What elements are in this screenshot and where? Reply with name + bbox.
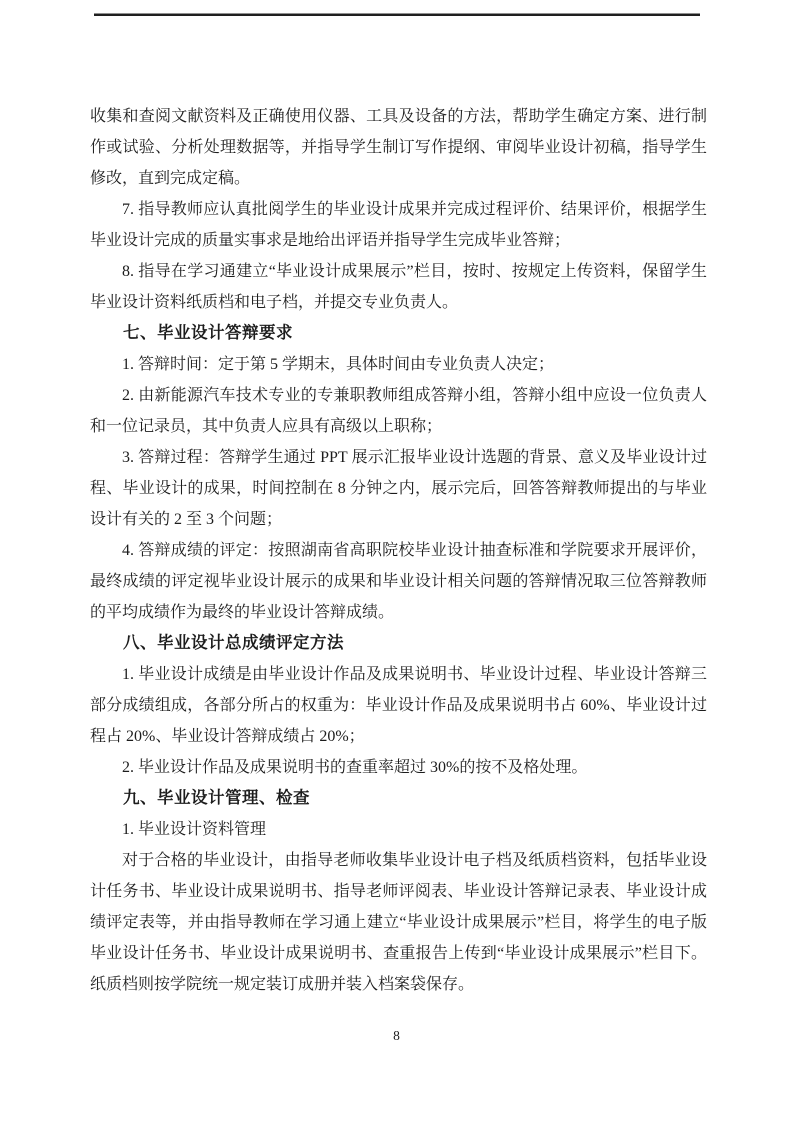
paragraph: 4. 答辩成绩的评定：按照湖南省高职院校毕业设计抽查标准和学院要求开展评价，最终成绩的评定视毕业设计展示的成果和毕业设计相关问题的答辩情况取三位答辩教师的平均成绩作为最终的毕业设计答辩成绩。 (90, 542, 707, 621)
paragraph: 收集和查阅文献资料及正确使用仪器、工具及设备的方法，帮助学生确定方案、进行制作或试验、分析处理数据等，并指导学生制订写作提纲、审阅毕业设计初稿，指导学生修改，直到完成定稿。 (90, 108, 707, 187)
page-body (90, 101, 707, 1000)
paragraph: 7. 指导教师应认真批阅学生的毕业设计成果并完成过程评价、结果评价，根据学生毕业设计完成的质量实事求是地给出评语并指导学生完成毕业答辩； (90, 201, 707, 249)
page-number: 8 (393, 1028, 400, 1043)
header-divider-line (94, 13, 700, 16)
paragraph: 2. 毕业设计作品及成果说明书的查重率超过 30%的按不及格处理。 (122, 759, 588, 776)
paragraph: 1. 答辩时间：定于第 5 学期末，具体时间由专业负责人决定； (122, 356, 555, 373)
section-heading: 七、毕业设计答辩要求 (123, 324, 293, 342)
paragraph: 1. 毕业设计资料管理 (122, 821, 267, 838)
paragraph: 1. 毕业设计成绩是由毕业设计作品及成果说明书、毕业设计过程、毕业设计答辩三部分成绩组成，各部分所占的权重为：毕业设计作品及成果说明书占 60%、毕业设计过程占 20%、毕业设计答辩成绩占 20%； (90, 666, 707, 745)
paragraph: 2. 由新能源汽车技术专业的专兼职教师组成答辩小组，答辩小组中应设一位负责人和一位记录员，其中负责人应具有高级以上职称； (90, 387, 707, 435)
paragraph: 3. 答辩过程：答辩学生通过 PPT 展示汇报毕业设计选题的背景、意义及毕业设计过程、毕业设计的成果，时间控制在 8 分钟之内，展示完后，回答答辩教师提出的与毕业设计有关的 2 至 3 个问题； (90, 449, 707, 528)
section-heading: 九、毕业设计管理、检查 (123, 789, 310, 807)
paragraph: 8. 指导在学习通建立“毕业设计成果展示”栏目，按时、按规定上传资料，保留学生毕业设计资料纸质档和电子档，并提交专业负责人。 (90, 263, 707, 311)
paragraph: 对于合格的毕业设计，由指导老师收集毕业设计电子档及纸质档资料，包括毕业设计任务书、毕业设计成果说明书、指导老师评阅表、毕业设计答辩记录表、毕业设计成绩评定表等，并由指导教师在学习通上建立“毕业设计成果展示”栏目，将学生的电子版毕业设计任务书、毕业设计成果说明书、查重报告上传到“毕业设计成果展示”栏目下。纸质档则按学院统一规定装订成册并装入档案袋保存。 (90, 852, 707, 993)
section-heading: 八、毕业设计总成绩评定方法 (123, 634, 344, 652)
